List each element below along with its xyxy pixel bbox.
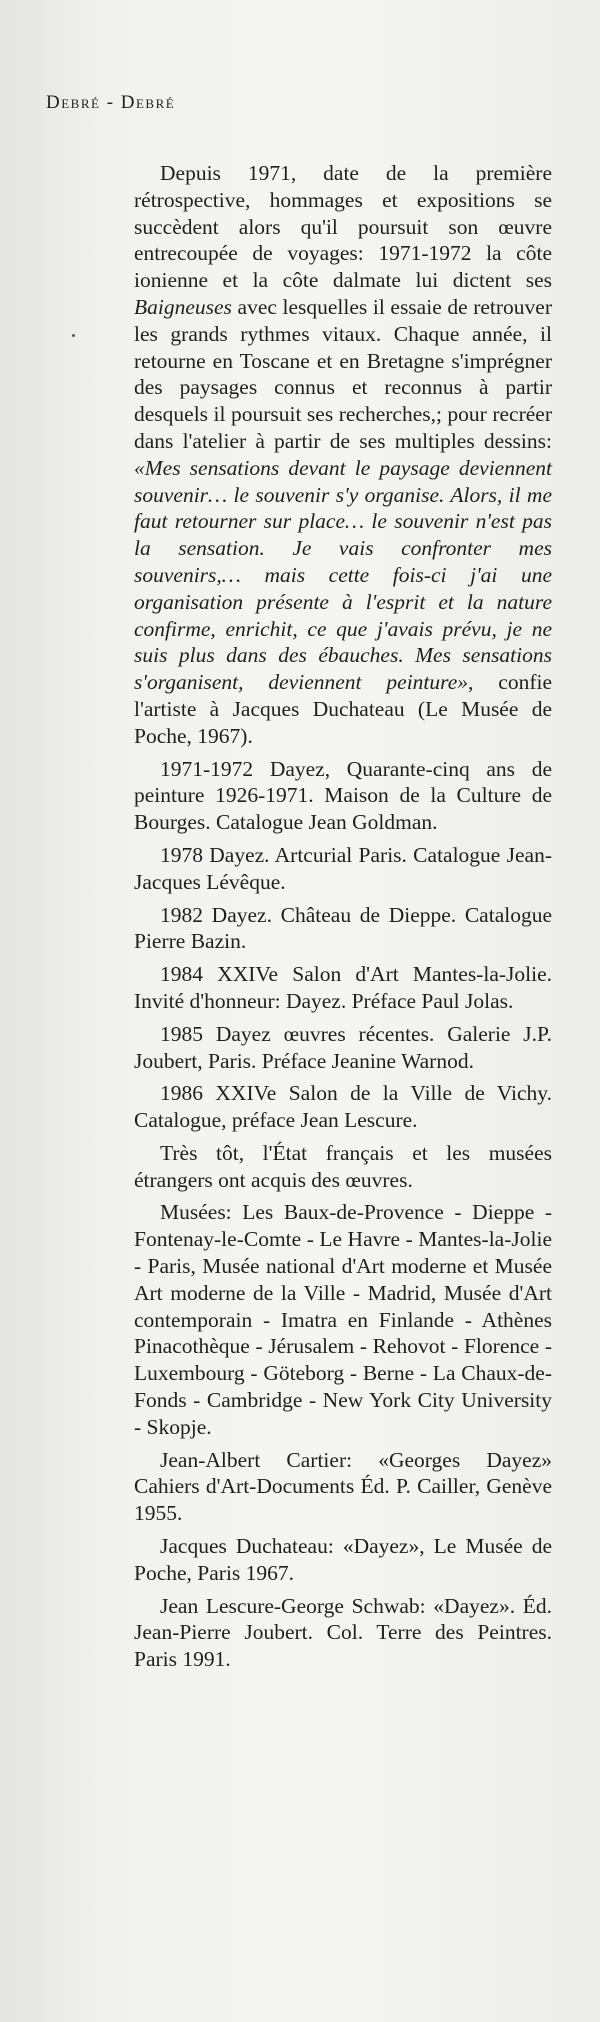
entry-1971: 1971-1972 Dayez, Quarante-cinq ans de peinture 1926-1971. Maison de la Culture de Bourges. Catalogue Jean Goldman. [134, 756, 552, 835]
museums-list: Musées: Les Baux-de-Provence - Dieppe - Fontenay-le-Comte - Le Havre - Mantes-la-Jolie - Paris, Musée national d'Art moderne et Musée Art moderne de la Ville - Madrid, Musée d'Art contemporain - Imatra en Finlande - Athènes Pinacothèque - Jérusalem - Rehovot - Florence - Luxembourg - Göteborg - Berne - La Chaux-de-Fonds - Cambridge - New York City University - Skopje. [134, 1200, 552, 1439]
entry-1984: 1984 XXIVe Salon d'Art Mantes-la-Jolie. Invité d'honneur: Dayez. Préface Paul Jolas. [134, 962, 552, 1013]
entry-1986: 1986 XXIVe Salon de la Ville de Vichy. Catalogue, préface Jean Lescure. [134, 1081, 552, 1133]
intro-text: Depuis 1971, date de la première rétrospective, hommages et expositions se succèdent alors qu'il poursuit son œuvre entrecoupée de voyages: 1971-1972 la côte ionienne et la côte dalmate lui dictent ses [134, 161, 552, 293]
bibliography-lescure: Jean Lescure-George Schwab: «Dayez». Éd. Jean-Pierre Joubert. Col. Terre des Peintres. Paris 1991. [134, 1593, 552, 1672]
paragraph-intro [134, 160, 552, 750]
bibliography-duchateau: Jacques Duchateau: «Dayez», Le Musée de Poche, Paris 1967. [134, 1534, 552, 1585]
artwork-title: Baigneuses [134, 294, 232, 319]
paper-speck [72, 334, 75, 337]
body-text [134, 160, 552, 1679]
artist-quote: «Mes sensations devant le paysage deviennent souvenir… le souvenir s'y organise. Alors, il me faut retourner sur place… le souvenir n'est pas la sensation. Je vais confronter mes souvenirs,… mais cette fois-ci j'ai une organisation présente à l'esprit et la nature confirme, enrichit, ce que j'avais prévu, je ne suis plus dans des ébauches. Mes sensations s'organisent, deviennent peinture» [134, 455, 552, 695]
intro-text-continued: avec lesquelles il essaie de retrouver les grands rythmes vitaux. Chaque année, il retourne en Toscane et en Bretagne s'imprégner des paysages connus et reconnus à partir desquels il poursuit ses recherches,; pour recréer dans l'atelier à partir de ses multiples dessins: [134, 294, 552, 453]
bibliography-cartier: Jean-Albert Cartier: «Georges Dayez» Cahiers d'Art-Documents Éd. P. Cailler, Genève 1955. [134, 1447, 552, 1526]
state-acquisitions: Très tôt, l'État français et les musées étrangers ont acquis des œuvres. [134, 1140, 552, 1192]
quote-attribution: , confie l'artiste à Jacques Duchateau (Le Musée de Poche, 1967). [134, 670, 552, 748]
entry-1978: 1978 Dayez. Artcurial Paris. Catalogue Jean-Jacques Lévêque. [134, 842, 552, 894]
running-header: Debré - Debré [46, 92, 176, 113]
entry-1985: 1985 Dayez œuvres récentes. Galerie J.P. Joubert, Paris. Préface Jeanine Warnod. [134, 1021, 552, 1073]
entry-1982: 1982 Dayez. Château de Dieppe. Catalogue Pierre Bazin. [134, 902, 552, 954]
